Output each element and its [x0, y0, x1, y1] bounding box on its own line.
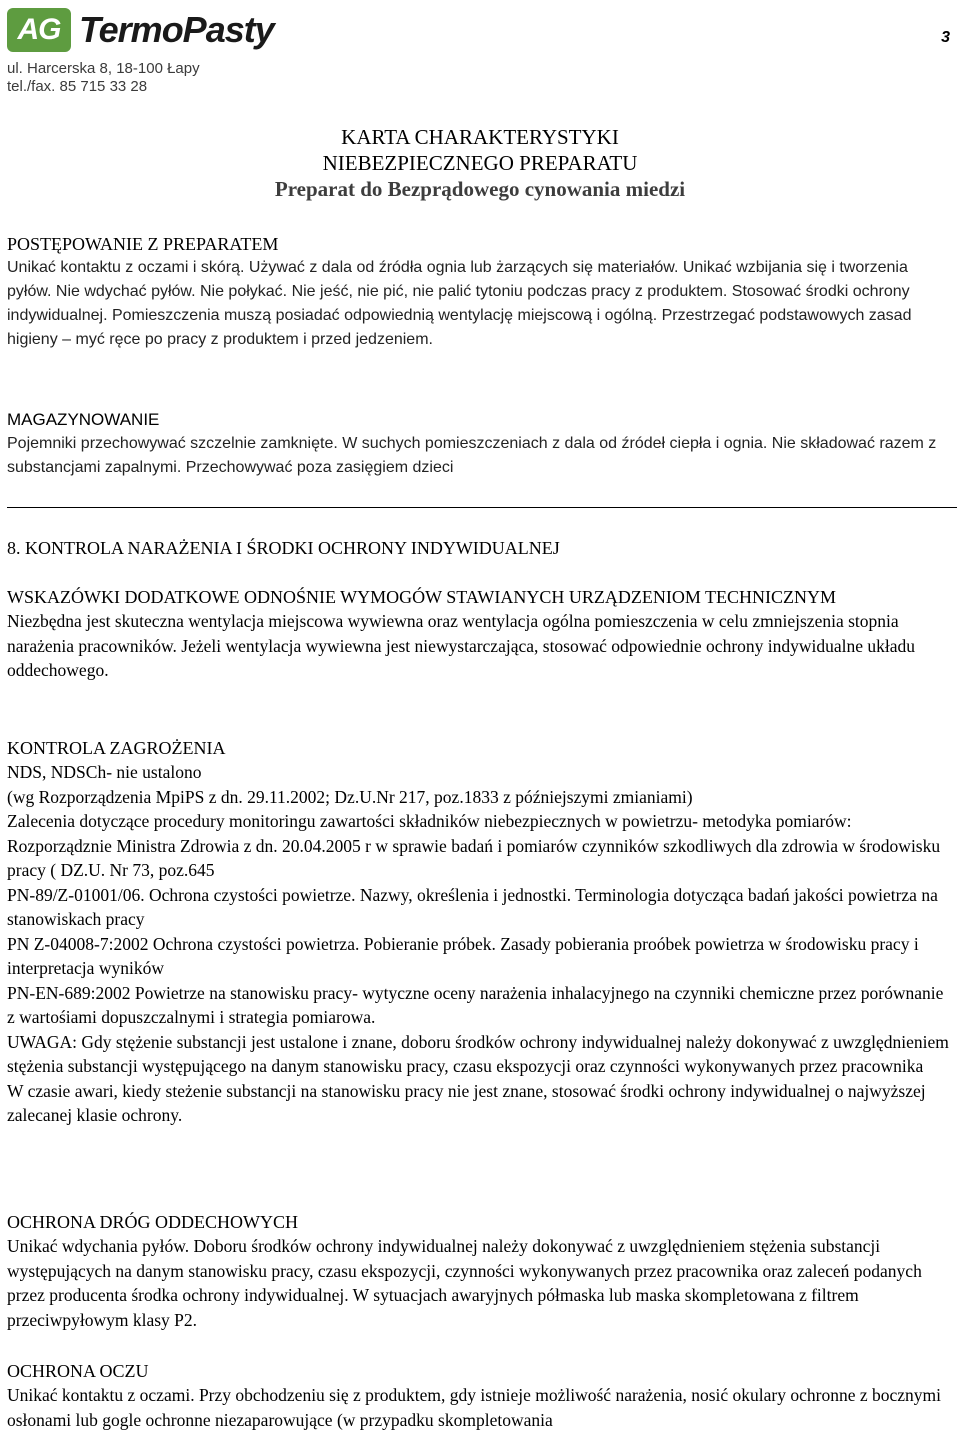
page-number: 3 — [941, 29, 950, 46]
handling-section — [7, 232, 955, 352]
subsection-line: Rozporządznie Ministra Zdrowia z dn. 20.04.2005 r w sprawie badań i pomiarów czynników szkodliwych dla zdrowia w środowisku pracy ( DZ.U. Nr 73, poz.645 — [7, 835, 941, 880]
phone-line: tel./fax. 85 715 33 28 — [7, 78, 148, 95]
subsection-line: PN-EN-689:2002 Powietrze na stanowisku pracy- wytyczne oceny narażenia inhalacyjnego na czynniki chemiczne przez porównanie z wartośiami dopuszczalnymi i strategia pomiarowa. — [7, 982, 944, 1027]
section-text: Unikać kontaktu z oczami i skórą. Używać z dala od źródła ognia lub żarzących się materiałów. Unikać wzbijania się i tworzenia pyłów. Nie wdychać pyłów. Nie połykać. Nie jeść, nie pić, nie palić tytoniu podczas pracy z produktem. Stosować środki ochrony indywidualnej. Pomieszczenia muszą posiadać odpowiednią wentylację miejscową i ogólną. Przestrzegać podstawowych zasad higieny – myć ręce po pracy z produktem i przed jedzeniem. — [7, 259, 912, 348]
subsection-line: Zalecenia dotyczące procedury monitoringu zawartości składników niebezpiecznych w powietrzu- metodyka pomiarów: — [7, 811, 852, 831]
eye-protection — [7, 1359, 955, 1432]
section-8-heading: 8. KONTROLA NARAŻENIA I ŚRODKI OCHRONY INDYWIDUALNEJ — [7, 538, 560, 558]
technical-requirements — [7, 585, 955, 683]
subsection-line: UWAGA: Gdy stężenie substancji jest ustalone i znane, doboru środków ochrony indywidualnej należy dokonywać z uwzględnieniem stężenia substancji występującego na danym stanowisku pracy, czasu ekspozycji oraz czynności wykonywanych przez pracownika — [7, 1031, 949, 1076]
divider — [7, 507, 957, 508]
subsection-heading: OCHRONA DRÓG ODDECHOWYCH — [7, 1212, 299, 1232]
subsection-heading: OCHRONA OCZU — [7, 1361, 149, 1381]
section-heading: POSTĘPOWANIE Z PREPARATEM — [7, 234, 279, 254]
logo-mark: AG — [7, 8, 71, 52]
section-heading: MAGAZYNOWANIE — [7, 410, 160, 429]
subsection-line: PN Z-04008-7:2002 Ochrona czystości powietrza. Pobieranie próbek. Zasady pobierania proóbek powietrza w środowisku pracy i interpretacja wyników — [7, 933, 919, 978]
address-line: ul. Harcerska 8, 18-100 Łapy — [7, 60, 200, 77]
subsection-line: (wg Rozporządzenia MpiPS z dn. 29.11.2002; Dz.U.Nr 217, poz.1833 z późniejszymi zmianiami) — [7, 786, 693, 807]
product-name: Preparat do Bezprądowego cynowania miedzi — [274, 177, 686, 201]
respiratory-protection — [7, 1210, 955, 1332]
brand-name: TermoPasty — [79, 9, 274, 50]
document-subtitle: NIEBEZPIECZNEGO PREPARATU — [322, 151, 638, 175]
subsection-text: Unikać wdychania pyłów. Doboru środków ochrony indywidualnej należy dokonywać z uwzględnieniem stężenia substancji występujących na danym stanowisku pracy, czasu ekspozycji, czynności wykonywanych przez pracownika oraz zaleceń podanych przez producenta środka ochrony indywidualnej. W sytuacjach awaryjnych półmaska lub maska skompletowana z filtrem przeciwpyłowym klasy P2. — [7, 1236, 922, 1330]
company-logo — [7, 6, 274, 54]
subsection-heading: KONTROLA ZAGROŻENIA — [7, 738, 226, 758]
document-title: KARTA CHARAKTERYSTYKI — [341, 125, 619, 149]
section-text: Pojemniki przechowywać szczelnie zamknięte. W suchych pomieszczeniach z dala od źródeł ciepła i ognia. Nie składować razem z substancjami zapalnymi. Przechowywać poza zasięgiem dzieci — [7, 435, 937, 476]
subsection-line: W czasie awari, kiedy steżenie substancji na stanowisku pracy nie jest znane, stosować środki ochrony indywidualnej o najwyższej zalecanej klasie ochrony. — [7, 1080, 926, 1125]
subsection-heading: WSKAZÓWKI DODATKOWE ODNOŚNIE WYMOGÓW STAWIANYCH URZĄDZENIOM TECHNICZNYM — [7, 587, 837, 607]
subsection-text: Unikać kontaktu z oczami. Przy obchodzeniu się z produktem, gdy istnieje możliwość narażenia, nosić okulary ochronne z bocznymi osłonami lub gogle ochronne niezaparowujące (w przypadku skompletowania — [7, 1385, 942, 1430]
storage-section — [7, 408, 955, 480]
subsection-text: Niezbędna jest skuteczna wentylacja miejscowa wywiewna oraz wentylacja ogólna pomieszczenia w celu zmniejszenia stopnia narażenia pracowników. Jeżeli wentylacja wywiewna jest niewystarczająca, stosować odpowiednie ochrony indywidualne układu oddechowego. — [7, 611, 916, 680]
subsection-line: NDS, NDSCh- nie ustalono — [7, 762, 202, 782]
subsection-line: PN-89/Z-01001/06. Ochrona czystości powietrze. Nazwy, określenia i jednostki. Terminologia dotycząca badań jakości powietrza na stanowiskach pracy — [7, 884, 938, 929]
company-address — [7, 60, 200, 96]
exposure-control — [7, 736, 955, 1128]
